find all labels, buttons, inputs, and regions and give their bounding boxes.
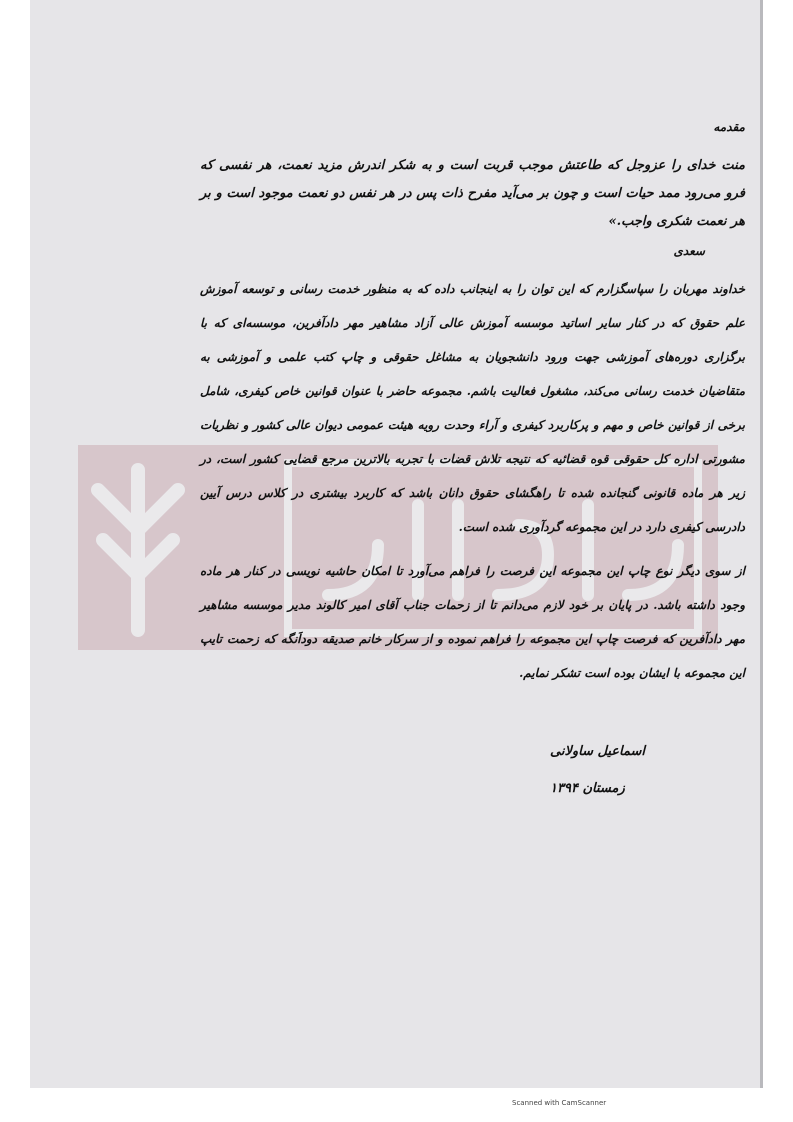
body-paragraph-2: از سوی دیگر نوع چاپ این مجموعه این فرصت را فراهم می‌آورد تا امکان حاشیه نویسی در کنار هر ماده وجود داشته باشد. در پایان بر خود لازم می‌دانم تا از زحمات جناب آقای امیر کالوند مدیر موسسه مشاهیر مهر دادآفرین که فرصت چاپ این مجموعه را فراهم نموده و از سرکار خانم صدیقه دوداَنگه که زحمت تایپ این مجموعه با ایشان بوده است تشکر نمایم. [200,564,745,680]
quote-attribution: سعدی [673,244,705,258]
scanned-page [30,0,763,1088]
signature-block [550,744,710,818]
signature-date: زمستان ۱۳۹۴ [550,781,625,796]
author-name: اسماعیل ساولانی [550,744,646,759]
opening-quote: منت خدای را عزوجل که طاعتش موجب قربت است و به شکر اندرش مزید نعمت، هر نفسی که فرو می‌رود ممد حیات است و چون بر می‌آید مفرح ذات پس در هر نفس دو نعمت موجود است و بر هر نعمت شکری واجب.» [200,158,745,229]
scanner-footer-text: Scanned with CamScanner [512,1099,607,1107]
preface-text [200,120,745,690]
body-paragraph-1: خداوند مهربان را سپاسگزارم که این توان را به اینجانب داده که به منظور خدمت رسانی و توسعه آموزش علم حقوق که در کنار سایر اساتید موسسه آموزش عالی آزاد مشاهیر مهر دادآفرین، موسسه‌ای که با برگزاری دوره‌های آموزشی جهت ورود دانشجویان به مشاغل حقوقی و چاپ کتب علمی و آموزشی به متقاضیان خدمت رسانی می‌کند، مشغول فعالیت باشم. مجموعه حاضر با عنوان قوانین خاص کیفری، شامل برخی از قوانین خاص و مهم و پرکاربرد کیفری و آراء وحدت رویه هیئت عمومی دیوان عالی کشور و نظریات مشورتی اداره کل حقوقی قوه قضائیه که نتیجه تلاش قضات با تجربه بالاترین مرجع قضایی کشور است، در زیر هر ماده قانونی گنجانده شده تا راهگشای حقوق دانان باشد که کاربرد بیشتری در کلاس درس آیین دادرسی کیفری دارد در این مجموعه گردآوری شده است. [200,282,745,534]
page-title: مقدمه [713,120,745,134]
page-edge-shadow [760,0,763,1088]
